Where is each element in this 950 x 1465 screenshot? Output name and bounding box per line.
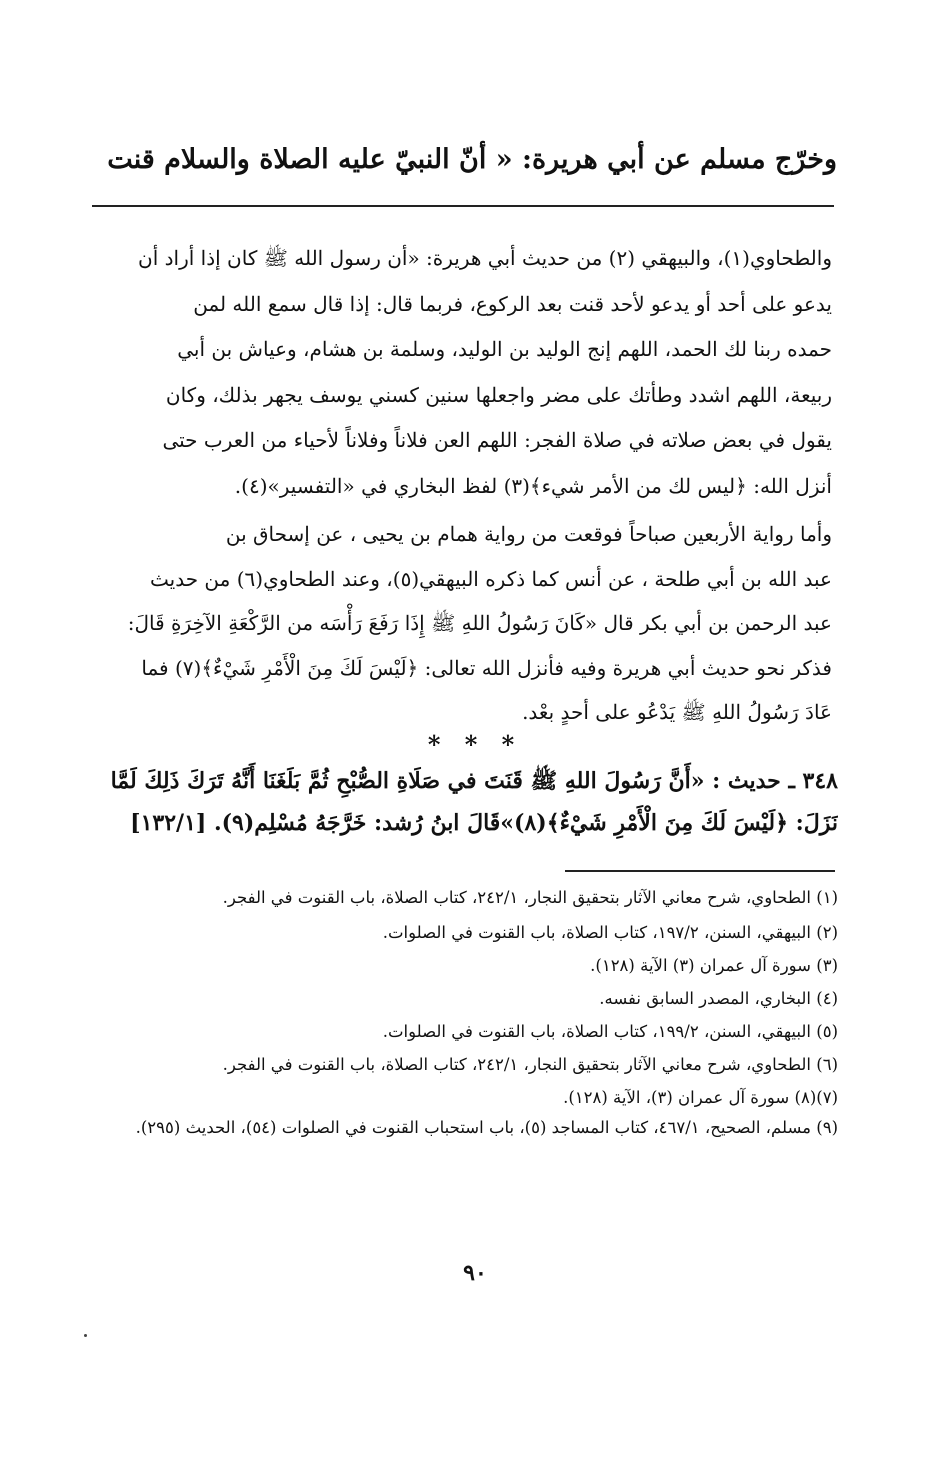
heading-divider [92,205,834,207]
hadith-line: ٣٤٨ ـ حديث : «أَنَّ رَسُولَ اللهِ ﷺ قَنَتَ في صَلَاةِ الصُّبْحِ ثُمَّ بَلَغَنَا أَنَّهُ تَرَكَ ذَلِكَ لَمَّا [110,768,838,794]
footnote-4: (٤) البخاري، المصدر السابق نفسه. [599,989,838,1008]
paragraph-line: فذكر نحو حديث أبي هريرة وفيه فأنزل الله تعالى: ﴿لَيْسَ لَكَ مِنَ الْأَمْرِ شَيْءٌ﴾(٧) فما [141,655,832,680]
paragraph-line: وأما رواية الأربعين صباحاً فوقعت من رواية همام بن يحيى ، عن إسحاق بن [225,522,832,546]
footnote-divider [565,870,835,872]
footnote-6: (٦) الطحاوي، شرح معاني الآثار بتحقيق النجار، ٢٤٢/١، كتاب الصلاة، باب القنوت في الفجر. [222,1055,838,1074]
scan-speck [84,1334,87,1337]
paragraph-line: حمده ربنا لك الحمد، اللهم إنج الوليد بن الوليد، وسلمة بن هشام، وعياش بن أبي [177,337,832,362]
paragraph-line: عَادَ رَسُولُ اللهِ ﷺ يَدْعُو على أحدٍ بعْد. [522,700,832,724]
paragraph-line: أنزل الله: ﴿ليس لك من الأمر شيء﴾(٣) لفظ البخاري في «التفسير»(٤). [234,473,832,498]
paragraph-line: يقول في بعض صلاته في صلاة الفجر: اللهم العن فلاناً وفلاناً لأحياء من العرب حتى [162,428,832,453]
footnote-3: (٣) سورة آل عمران (٣) الآية (١٢٨). [590,956,838,975]
paragraph-1 [100,236,832,510]
footnotes [100,884,838,1146]
running-heading: وخرّج مسلم عن أبي هريرة: « أنّ النبيّ عليه الصلاة والسلام قنت [107,144,837,175]
paragraph-2 [100,512,832,735]
hadith-348 [100,760,838,844]
footnote-2: (٢) البيهقي، السنن، ١٩٧/٢، كتاب الصلاة، باب القنوت في الصلوات. [382,923,838,942]
paragraph-line: والطحاوي(١)، والبيهقي (٢) من حديث أبي هريرة: «أن رسول الله ﷺ كان إذا أراد أن [138,246,832,270]
footnote-9: (٩) مسلم، الصحيح، ٤٦٧/١، كتاب المساجد (٥)، باب استحباب القنوت في الصلوات (٥٤)، الحديث (٢٩٥). [135,1118,838,1137]
paragraph-line: عبد الله بن أبي طلحة ، عن أنس كما ذكره البيهقي(٥)، وعند الطحاوي(٦) من حديث [150,566,832,591]
page-number: ٩٠ [463,1260,487,1286]
section-separator: * * * [427,730,523,759]
footnote-5: (٥) البيهقي، السنن، ١٩٩/٢، كتاب الصلاة، باب القنوت في الصلوات. [382,1022,838,1041]
paragraph-line: يدعو على أحد أو يدعو لأحد قنت بعد الركوع، فربما قال: إذا قال سمع الله لمن [193,291,832,316]
footnote-7-8: (٧)(٨) سورة آل عمران (٣)، الآية (١٢٨). [563,1088,838,1107]
paragraph-line: عبد الرحمن بن أبي بكر قال «كَانَ رَسُولُ اللهِ ﷺ إِذَا رَفَعَ رَأْسَه من الرَّكْعَةِ الآخِرَةِ قَالَ: [127,611,832,635]
paragraph-line: ربيعة، اللهم اشدد وطأتك على مضر واجعلها سنين كسني يوسف يجهر بذلك، وكان [165,382,832,407]
hadith-line: نَزَلَ: ﴿لَيْسَ لَكَ مِنَ الْأَمْرِ شَيْءٌ﴾(٨)»قَالَ ابنُ رُشد: خَرَّجَهُ مُسْلِم(٩). [١٣٢/١] [130,810,838,836]
footnote-1: (١) الطحاوي، شرح معاني الآثار بتحقيق النجار، ٢٤٢/١، كتاب الصلاة، باب القنوت في الفجر. [222,888,838,907]
